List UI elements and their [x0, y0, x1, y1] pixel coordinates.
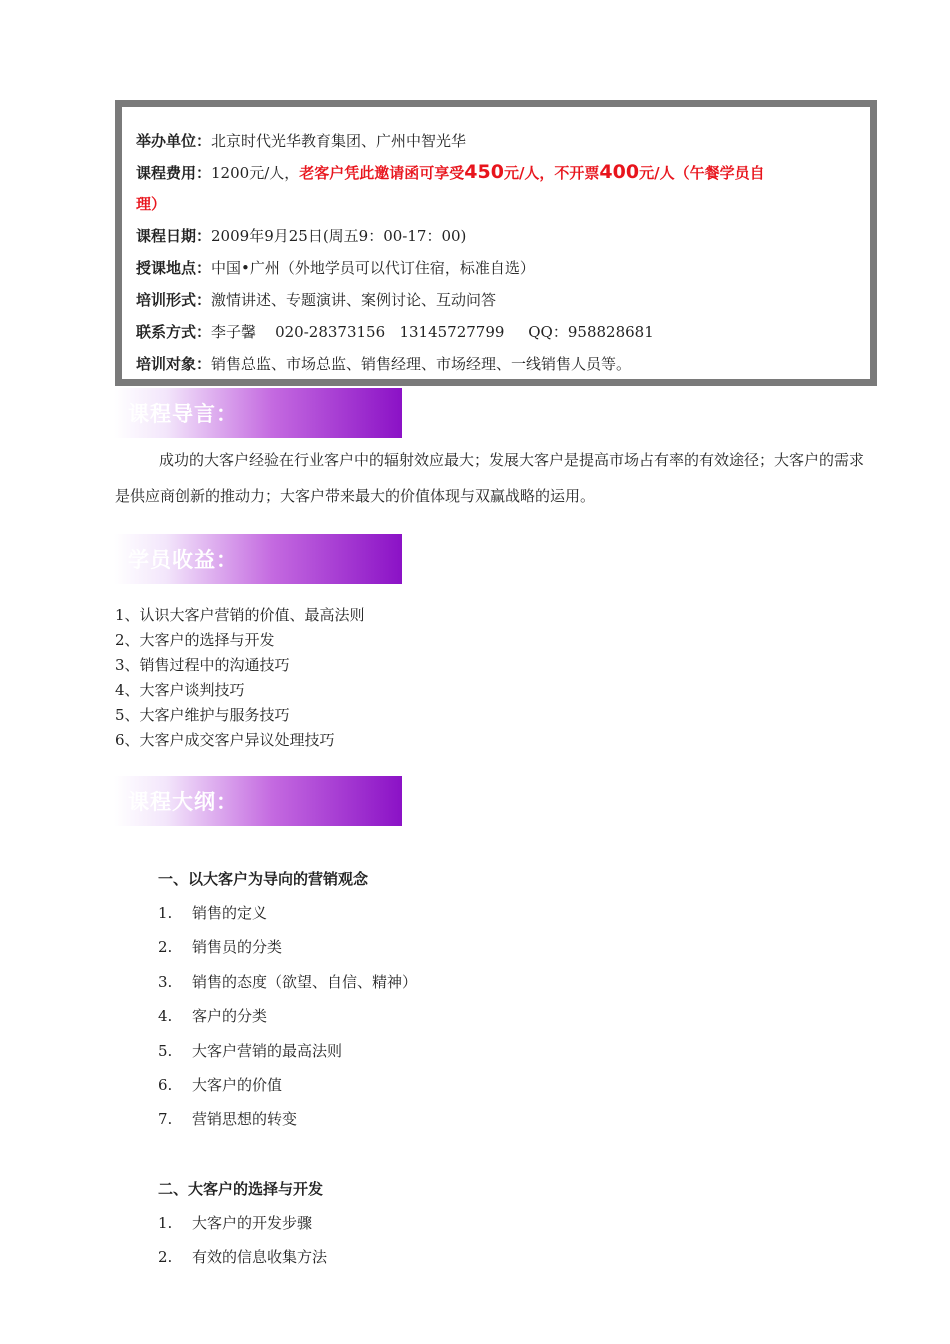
outline-chapter-title: 二、大客户的选择与开发 [158, 1180, 324, 1198]
outline-chapter-title: 一、以大客户为导向的营销观念 [158, 870, 369, 888]
outline-item-text: 有效的信息收集方法 [192, 1248, 328, 1266]
benefit-item: 2、大客户的选择与开发 [115, 631, 275, 649]
outline-item-text: 销售员的分类 [192, 938, 283, 956]
outline-item-text: 大客户的价值 [192, 1076, 283, 1094]
outline-item-text: 营销思想的转变 [192, 1110, 298, 1128]
place-label: 授课地点： [136, 259, 212, 277]
outline-item [158, 971, 417, 992]
outline-item [158, 936, 282, 957]
place-value: 中国•广州（外地学员可以代订住宿，标准自选） [211, 259, 535, 277]
fee-normal: 1200元/人， [211, 164, 300, 182]
fee-discount-price-1: 450 [464, 161, 504, 183]
intro-banner [114, 388, 402, 438]
contact-row [136, 322, 654, 342]
date-row [136, 226, 466, 246]
organizer-row [136, 131, 466, 151]
outline-item [158, 1246, 327, 1267]
course-info-box [115, 100, 877, 386]
contact-value: 李子馨 020-28373156 13145727799 QQ：958828681 [211, 323, 654, 341]
fee-label: 课程费用： [136, 164, 212, 182]
place-row [136, 258, 535, 278]
contact-label: 联系方式： [136, 323, 212, 341]
outline-item-number: 5. [158, 1042, 173, 1060]
audience-label: 培训对象： [136, 355, 212, 373]
benefit-item: 1、认识大客户营销的价值、最高法则 [115, 606, 365, 624]
outline-title: 课程大纲： [128, 790, 238, 814]
benefit-item: 6、大客户成交客户异议处理技巧 [115, 731, 335, 749]
outline-banner [114, 776, 402, 826]
outline-item-text: 销售的态度（欲望、自信、精神） [192, 973, 418, 991]
benefit-item: 5、大客户维护与服务技巧 [115, 706, 290, 724]
outline-item-number: 1. [158, 904, 173, 922]
fee-discount-text-1: 老客户凭此邀请函可享受 [299, 164, 465, 182]
benefits-banner [114, 534, 402, 584]
fee-discount-text-4: 理） [136, 195, 167, 213]
fee-row [136, 162, 765, 183]
outline-item-number: 7. [158, 1110, 173, 1128]
outline-item [158, 1040, 342, 1061]
outline-item-text: 大客户的开发步骤 [192, 1214, 313, 1232]
audience-value: 销售总监、市场总监、销售经理、市场经理、一线销售人员等。 [211, 355, 632, 373]
format-row [136, 290, 496, 310]
outline-item-text: 客户的分类 [192, 1007, 268, 1025]
intro-title: 课程导言： [128, 402, 238, 426]
fee-row-cont [136, 194, 166, 214]
fee-discount-price-2: 400 [599, 161, 640, 183]
outline-item [158, 902, 267, 923]
fee-discount-text-2: 元/人，不开票 [503, 164, 600, 182]
organizer-label: 举办单位： [136, 132, 212, 150]
date-value: 2009年9月25日(周五9：00-17：00) [211, 227, 467, 245]
date-label: 课程日期： [136, 227, 212, 245]
outline-item-number: 2. [158, 938, 173, 956]
intro-paragraph: 成功的大客户经验在行业客户中的辐射效应最大；发展大客户是提高市场占有率的有效途径；大客户的需求是供应商创新的推动力；大客户带来最大的价值体现与双赢战略的运用。 [115, 451, 865, 505]
outline-item-text: 销售的定义 [192, 904, 268, 922]
benefits-title: 学员收益： [128, 548, 238, 572]
audience-row [136, 354, 631, 374]
outline-item [158, 1108, 297, 1129]
format-label: 培训形式： [136, 291, 212, 309]
outline-item [158, 1212, 312, 1233]
outline-item-number: 4. [158, 1007, 173, 1025]
outline-item [158, 1005, 267, 1026]
outline-item-number: 1. [158, 1214, 173, 1232]
format-value: 激情讲述、专题演讲、案例讨论、互动问答 [211, 291, 497, 309]
outline-item-number: 6. [158, 1076, 173, 1094]
fee-discount-text-3: 元/人（午餐学员自 [639, 164, 765, 182]
organizer-value: 北京时代光华教育集团、广州中智光华 [211, 132, 467, 150]
outline-item [158, 1074, 282, 1095]
outline-item-number: 3. [158, 973, 173, 991]
outline-item-text: 大客户营销的最高法则 [192, 1042, 343, 1060]
benefit-item: 3、销售过程中的沟通技巧 [115, 656, 290, 674]
benefit-item: 4、大客户谈判技巧 [115, 681, 245, 699]
outline-item-number: 2. [158, 1248, 173, 1266]
